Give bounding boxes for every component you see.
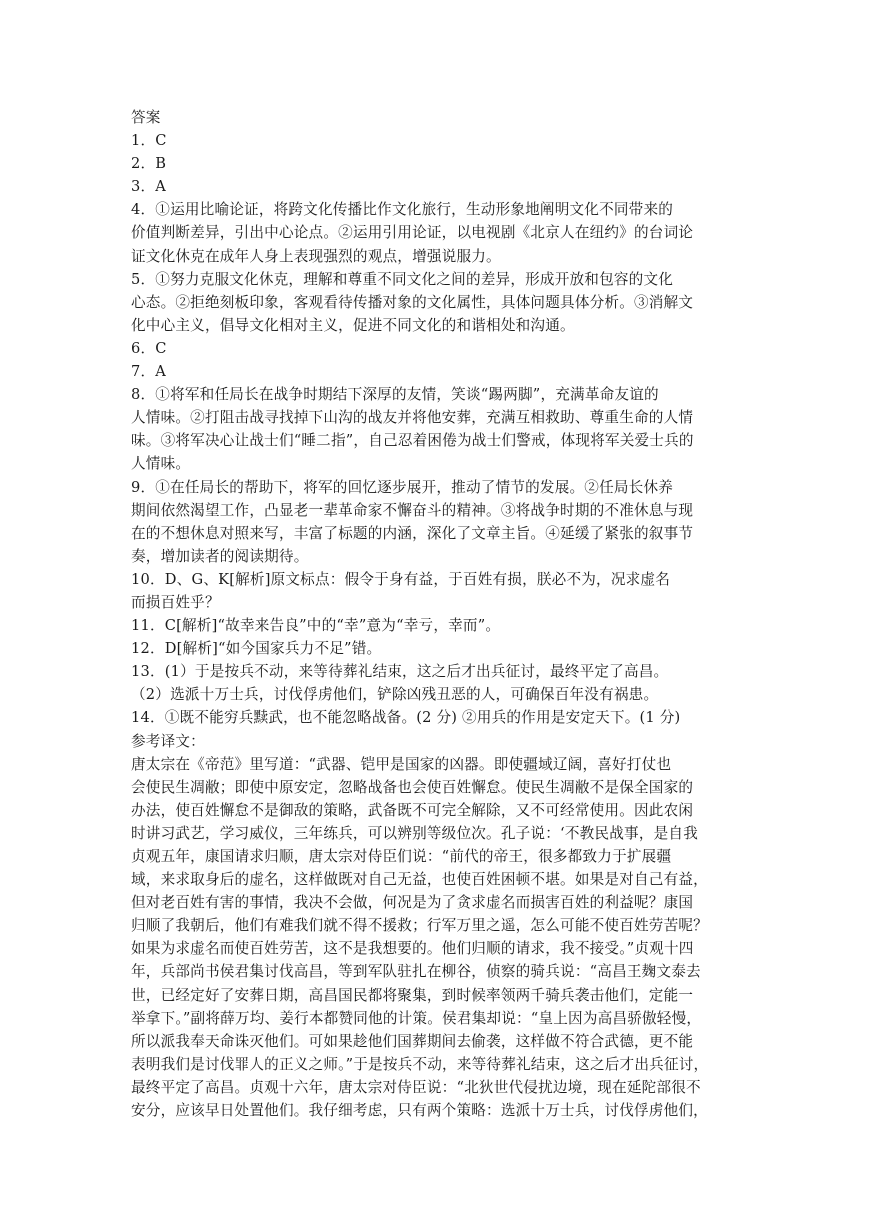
- answer-line: 11．C[解析]“故幸来告良”中的“幸”意为“幸亏，幸而”。: [131, 617, 501, 635]
- answer-line: 6．C: [131, 339, 167, 357]
- answer-line: 5．①努力克服文化休克，理解和尊重不同文化之间的差异，形成开放和包容的文化: [131, 270, 674, 288]
- answer-line: 化中心主义，倡导文化相对主义，促进不同文化的和谐相处和沟通。: [131, 316, 575, 334]
- translation-line: 举拿下。”副将薛万均、姜行本都赞同他的计策。侯君集却说：“皇上因为高昌骄傲轻慢，: [131, 1009, 702, 1027]
- answer-line: 2．B: [131, 155, 167, 173]
- translation-line: 世，已经定好了安葬日期，高昌国民都将聚集，到时候率领两千骑兵袭击他们，定能一: [131, 986, 694, 1004]
- translation-line: 表明我们是讨伐罪人的正义之师。”于是按兵不动，来等待葬礼结束，这之后才出兵征讨，: [131, 1055, 709, 1073]
- answer-line: 10．D、G、K[解析]原文标点：假令于身有益，于百姓有损，朕必不为，况求虚名: [131, 570, 671, 588]
- answer-line: 人情味。: [131, 455, 191, 473]
- answer-line: 心态。②拒绝刻板印象，客观看待传播对象的文化属性，具体问题具体分析。③消解文: [131, 293, 694, 311]
- translation-line: 域，来求取身后的虚名，这样做既对自己无益，也使百姓困顿不堪。如果是对自己有益，: [131, 871, 708, 889]
- answer-line: 3．A: [131, 178, 167, 196]
- answer-line: 而损百姓乎？: [131, 593, 220, 611]
- answer-line: 在的不想休息对照来写，丰富了标题的内涵，深化了文章主旨。④延缓了紧张的叙事节: [131, 524, 694, 542]
- translation-line: 会使民生凋敝；即使中原安定，忽略战备也会使百姓懈怠。使民生凋敝不是保全国家的: [131, 778, 694, 796]
- answer-line: 奏，增加读者的阅读期待。: [131, 547, 309, 565]
- answer-line: 味。③将军决心让战士们“睡二指”，自己忍着困倦为战士们警戒，体现将军关爱士兵的: [131, 432, 694, 450]
- translation-line: 年，兵部尚书侯君集讨伐高昌，等到军队驻扎在柳谷，侦察的骑兵说：“高昌王麹文泰去: [131, 963, 701, 981]
- translation-line: 安分，应该早日处置他们。我仔细考虑，只有两个策略：选派十万士兵，讨伐俘虏他们，: [131, 1102, 708, 1120]
- translation-line: 唐太宗在《帝范》里写道：“武器、铠甲是国家的凶器。即使疆域辽阔，喜好打仗也: [131, 755, 672, 773]
- answer-line: 13．(1）于是按兵不动，来等待葬礼结束，这之后才出兵征讨，最终平定了高昌。: [131, 663, 669, 681]
- translation-heading: 参考译文：: [131, 732, 205, 750]
- answer-line: 1．C: [131, 132, 167, 150]
- translation-line: 但对老百姓有害的事情，我决不会做，何况是为了贪求虚名而损害百姓的利益呢？康国: [131, 894, 694, 912]
- answer-line: 价值判断差异，引出中心论点。②运用引用论证，以电视剧《北京人在纽约》的台词论: [131, 224, 694, 242]
- answer-line: 7．A: [131, 363, 167, 381]
- translation-line: 贞观五年，康国请求归顺，唐太宗对侍臣们说：“前代的帝王，很多都致力于扩展疆: [131, 848, 672, 865]
- answer-document: [131, 106, 741, 1122]
- translation-line: 办法，使百姓懈怠不是御敌的策略，武备既不可完全解除，又不可经常使用。因此农闲: [131, 801, 694, 819]
- answer-line: 12．D[解析]“如今国家兵力不足”错。: [131, 640, 382, 658]
- answer-line: 4．①运用比喻论证，将跨文化传播比作文化旅行，生动形象地阐明文化不同带来的: [131, 201, 674, 219]
- translation-line: 时讲习武艺，学习威仪，三年练兵，可以辨别等级位次。孔子说：‘不教民战事，是自我: [131, 824, 699, 842]
- translation-line: 如果为求虚名而使百姓劳苦，这不是我想要的。他们归顺的请求，我不接受。”贞观十四: [131, 940, 694, 958]
- translation-line: 所以派我奉天命诛灭他们。可如果趁他们国葬期间去偷袭，这样做不符合武德，更不能: [131, 1032, 694, 1050]
- doc-title: 答案: [131, 109, 161, 126]
- answer-line: 14．①既不能穷兵黩武，也不能忽略战备。(2 分) ②用兵的作用是安定天下。(1 分): [131, 709, 681, 727]
- translation-line: 最终平定了高昌。贞观十六年，唐太宗对侍臣说：“北狄世代侵扰边境，现在延陀部很不: [131, 1078, 701, 1096]
- answer-line: 人情味。②打阻击战寻找掉下山沟的战友并将他安葬，充满互相救助、尊重生命的人情: [131, 409, 694, 427]
- answer-line: 9．①在任局长的帮助下，将军的回忆逐步展开，推动了情节的发展。②任局长休养: [131, 478, 674, 496]
- answer-line: 期间依然渴望工作，凸显老一辈革命家不懈奋斗的精神。③将战争时期的不准休息与现: [131, 501, 694, 519]
- translation-line: 归顺了我朝后，他们有难我们就不得不援救；行军万里之遥，怎么可能不使百姓劳苦呢？: [131, 917, 708, 935]
- answer-line: 8．①将军和任局长在战争时期结下深厚的友情，笑谈“踢两脚”，充满革命友谊的: [131, 386, 659, 404]
- answer-line: 证文化休克在成年人身上表现强烈的观点，增强说服力。: [131, 247, 501, 265]
- answer-line: （2）选派十万士兵，讨伐俘虏他们，铲除凶残丑恶的人，可确保百年没有祸患。: [131, 686, 659, 704]
